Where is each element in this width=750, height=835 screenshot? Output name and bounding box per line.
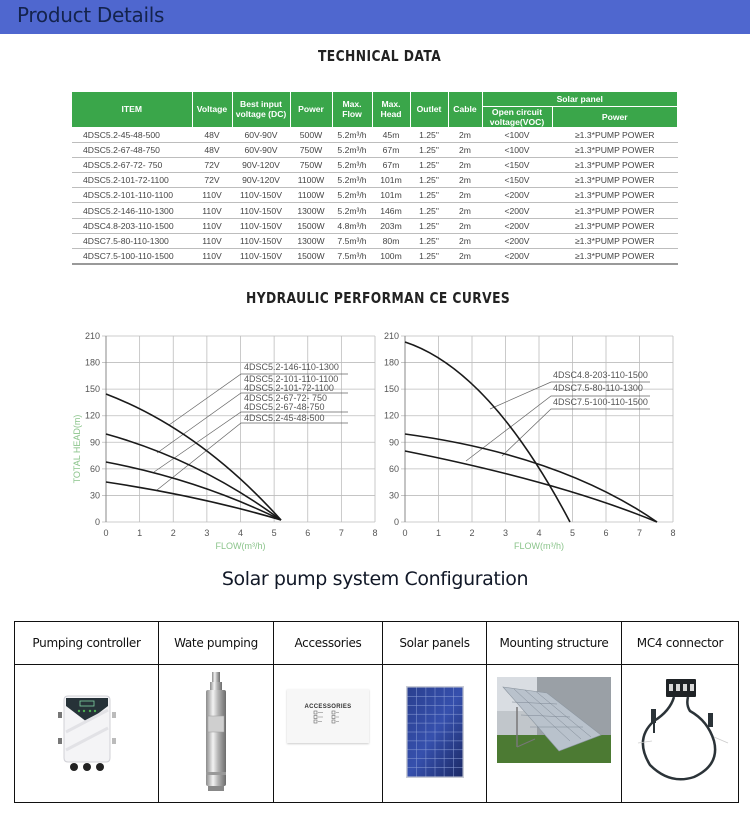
col-panel-power: Power [552, 106, 678, 127]
y-tick-label: 60 [388, 463, 399, 474]
series-annotation: 4DSC7.5-100-110-1500 [553, 397, 648, 407]
col-item: ITEM [72, 92, 192, 127]
solar-panel-cell [383, 665, 487, 803]
accessories-image [287, 689, 369, 743]
series-annotation: 4DSC5.2-101-72-1100 [244, 383, 334, 393]
cell-best-input: 110V-150V [232, 249, 290, 264]
x-tick-label: 8 [372, 528, 378, 538]
cell-power: 750W [290, 157, 332, 172]
series-annotation: 4DSC5.2-101-110-1100 [244, 374, 339, 384]
cell-item: 4DSC5.2-146-110-1300 [72, 203, 192, 218]
col-voc: Open circuit voltage(VOC) [482, 106, 552, 127]
x-tick-label: 2 [170, 528, 176, 538]
cell-voc: <200V [482, 188, 552, 203]
cell-voltage: 110V [192, 203, 232, 218]
cell-power: 1100W [290, 173, 332, 188]
col-outlet: Outlet [410, 92, 448, 127]
pumping-controller-image [54, 692, 120, 772]
cell-outlet: 1.25" [410, 157, 448, 172]
cell-max-flow: 7.5m³/h [332, 249, 372, 264]
config-header-mounting: Mounting structure [487, 622, 622, 665]
cell-item: 4DSC5.2-67-48-750 [72, 142, 192, 157]
cell-best-input: 60V-90V [232, 127, 290, 142]
cell-panel-power: ≥1.3*PUMP POWER [552, 218, 678, 233]
cell-outlet: 1.25" [410, 249, 448, 264]
x-tick-label: 3 [502, 528, 509, 538]
col-best-input: Best input voltage (DC) [232, 92, 290, 127]
cell-voc: <150V [482, 173, 552, 188]
series-annotation: 4DSC5.2-67-72- 750 [244, 393, 328, 403]
col-max-head: Max. Head [372, 92, 410, 127]
mc4-connector-cell [622, 665, 739, 803]
cell-item: 4DSC7.5-100-110-1500 [72, 249, 192, 264]
cell-max-head: 146m [372, 203, 410, 218]
col-cable: Cable [448, 92, 482, 127]
cell-power: 1500W [290, 218, 332, 233]
cell-voltage: 48V [192, 142, 232, 157]
config-header-mc4: MC4 connector [622, 622, 739, 665]
cell-outlet: 1.25" [410, 233, 448, 248]
cell-max-head: 80m [372, 233, 410, 248]
col-max-flow: Max. Flow [332, 92, 372, 127]
config-header-accessories: Accessories [274, 622, 383, 665]
cell-power: 1100W [290, 188, 332, 203]
y-tick-label: 210 [383, 331, 399, 341]
cell-cable: 2m [448, 188, 482, 203]
cell-max-flow: 5.2m³/h [332, 157, 372, 172]
y-tick-label: 210 [84, 331, 100, 341]
cell-best-input: 90V-120V [232, 173, 290, 188]
cell-panel-power: ≥1.3*PUMP POWER [552, 142, 678, 157]
cell-item: 4DSC5.2-67-72- 750 [72, 157, 192, 172]
x-tick-label: 1 [435, 528, 442, 538]
cell-cable: 2m [448, 249, 482, 264]
cell-max-head: 101m [372, 188, 410, 203]
cell-voc: <100V [482, 142, 552, 157]
cell-max-flow: 5.2m³/h [332, 188, 372, 203]
series-annotation: 4DSC4.8-203-110-1500 [553, 370, 648, 380]
cell-max-head: 203m [372, 218, 410, 233]
y-tick-label: 0 [94, 517, 100, 527]
y-tick-label: 150 [84, 384, 100, 395]
cell-item: 4DSC5.2-101-110-1100 [72, 188, 192, 203]
y-axis-label: TOTAL HEAD(m) [72, 414, 82, 484]
curve-4DSC7.5-100-110-1500 [405, 434, 657, 522]
cell-voltage: 110V [192, 218, 232, 233]
mounting-structure-image [497, 677, 611, 763]
config-header-solar-panels: Solar panels [383, 622, 487, 665]
technical-data-title: TECHNICAL DATA [318, 47, 442, 65]
cell-voltage: 110V [192, 233, 232, 248]
cell-best-input: 90V-120V [232, 157, 290, 172]
x-tick-label: 1 [137, 528, 143, 538]
cell-power: 500W [290, 127, 332, 142]
x-axis-label: FLOW(m³/h) [215, 541, 266, 551]
cell-item: 4DSC7.5-80-110-1300 [72, 233, 192, 248]
cell-max-flow: 5.2m³/h [332, 127, 372, 142]
y-tick-label: 180 [383, 357, 399, 368]
cell-voc: <100V [482, 127, 552, 142]
series-annotation: 4DSC5.2-146-110-1300 [244, 362, 339, 372]
series-annotation: 4DSC5.2-67-48-750 [244, 402, 325, 412]
cell-max-head: 45m [372, 127, 410, 142]
cell-cable: 2m [448, 173, 482, 188]
curve-4DSC5.2-67-72- 750 [106, 462, 281, 520]
cell-max-head: 100m [372, 249, 410, 264]
x-tick-label: 4 [536, 528, 542, 538]
cell-cable: 2m [448, 203, 482, 218]
cell-voltage: 110V [192, 188, 232, 203]
y-tick-label: 30 [388, 490, 399, 501]
cell-cable: 2m [448, 157, 482, 172]
cell-panel-power: ≥1.3*PUMP POWER [552, 249, 678, 264]
hydraulic-curves-title: HYDRAULIC PERFORMAN CE CURVES [246, 289, 511, 307]
col-solar-panel: Solar panel [482, 92, 678, 106]
cell-outlet: 1.25" [410, 142, 448, 157]
cell-best-input: 110V-150V [232, 233, 290, 248]
cell-best-input: 60V-90V [232, 142, 290, 157]
cell-power: 1500W [290, 249, 332, 264]
y-tick-label: 180 [84, 357, 100, 368]
config-header-pump: Wate pumping [159, 622, 274, 665]
cell-panel-power: ≥1.3*PUMP POWER [552, 173, 678, 188]
config-header-controller: Pumping controller [15, 622, 159, 665]
y-tick-label: 90 [388, 437, 399, 448]
cell-panel-power: ≥1.3*PUMP POWER [552, 233, 678, 248]
cell-outlet: 1.25" [410, 188, 448, 203]
cell-voc: <200V [482, 218, 552, 233]
x-tick-label: 5 [569, 528, 576, 538]
cell-max-flow: 7.5m³/h [332, 233, 372, 248]
x-tick-label: 7 [636, 528, 643, 538]
y-tick-label: 30 [89, 490, 100, 501]
cell-voltage: 110V [192, 249, 232, 264]
col-power: Power [290, 92, 332, 127]
configuration-title: Solar pump system Configuration [221, 568, 529, 590]
cell-panel-power: ≥1.3*PUMP POWER [552, 127, 678, 142]
cell-panel-power: ≥1.3*PUMP POWER [552, 188, 678, 203]
cell-max-head: 67m [372, 157, 410, 172]
cell-max-flow: 5.2m³/h [332, 173, 372, 188]
cell-best-input: 110V-150V [232, 218, 290, 233]
accessories-cell [274, 665, 383, 803]
x-tick-label: 0 [402, 528, 408, 538]
mounting-structure-cell [487, 665, 622, 803]
cell-max-flow: 5.2m³/h [332, 203, 372, 218]
cell-power: 1300W [290, 233, 332, 248]
x-tick-label: 2 [469, 528, 475, 538]
water-pump-cell [159, 665, 274, 803]
cell-outlet: 1.25" [410, 127, 448, 142]
cell-max-flow: 5.2m³/h [332, 142, 372, 157]
cell-voc: <200V [482, 249, 552, 264]
x-tick-label: 8 [670, 528, 676, 538]
cell-panel-power: ≥1.3*PUMP POWER [552, 157, 678, 172]
cell-voc: <150V [482, 157, 552, 172]
x-tick-label: 7 [338, 528, 344, 538]
cell-power: 750W [290, 142, 332, 157]
cell-power: 1300W [290, 203, 332, 218]
cell-voc: <200V [482, 233, 552, 248]
cell-outlet: 1.25" [410, 218, 448, 233]
cell-voltage: 72V [192, 173, 232, 188]
mc4-connector-image [630, 677, 730, 787]
x-tick-label: 0 [103, 528, 109, 538]
cell-cable: 2m [448, 233, 482, 248]
cell-item: 4DSC5.2-45-48-500 [72, 127, 192, 142]
series-annotation: 4DSC5.2-45-48-500 [244, 413, 325, 423]
cell-cable: 2m [448, 127, 482, 142]
x-tick-label: 6 [603, 528, 609, 538]
solar-panel-image [406, 686, 464, 778]
y-tick-label: 60 [89, 463, 100, 474]
cell-max-head: 67m [372, 142, 410, 157]
cell-max-flow: 4.8m³/h [332, 218, 372, 233]
y-tick-label: 120 [84, 410, 100, 421]
y-tick-label: 0 [393, 517, 399, 527]
cell-best-input: 110V-150V [232, 203, 290, 218]
y-tick-label: 120 [383, 410, 399, 421]
configuration-table [14, 621, 739, 803]
pumping-controller-cell [15, 665, 159, 803]
accessories-card-heading: ACCESSORIES [304, 703, 352, 710]
curve-4DSC4.8-203-110-1500 [405, 342, 570, 522]
cell-item: 4DSC5.2-101-72-1100 [72, 173, 192, 188]
cell-cable: 2m [448, 218, 482, 233]
series-annotation: 4DSC7.5-80-110-1300 [553, 383, 643, 393]
water-pump-image [201, 672, 231, 792]
cell-outlet: 1.25" [410, 203, 448, 218]
cell-max-head: 101m [372, 173, 410, 188]
col-voltage: Voltage [192, 92, 232, 127]
x-tick-label: 5 [271, 528, 277, 538]
x-tick-label: 3 [204, 528, 210, 538]
banner-title: Product Details [17, 3, 165, 27]
cell-outlet: 1.25" [410, 173, 448, 188]
y-tick-label: 90 [89, 437, 100, 448]
x-axis-label: FLOW(m³/h) [514, 541, 564, 551]
y-tick-label: 150 [383, 384, 399, 395]
accessories-checkbox-icons [308, 710, 348, 724]
x-tick-label: 6 [305, 528, 311, 538]
cell-voltage: 72V [192, 157, 232, 172]
cell-voc: <200V [482, 203, 552, 218]
x-tick-label: 4 [237, 528, 244, 538]
cell-best-input: 110V-150V [232, 188, 290, 203]
cell-cable: 2m [448, 142, 482, 157]
annotation-leader [157, 423, 348, 490]
cell-voltage: 48V [192, 127, 232, 142]
cell-panel-power: ≥1.3*PUMP POWER [552, 203, 678, 218]
cell-item: 4DSC4.8-203-110-1500 [72, 218, 192, 233]
